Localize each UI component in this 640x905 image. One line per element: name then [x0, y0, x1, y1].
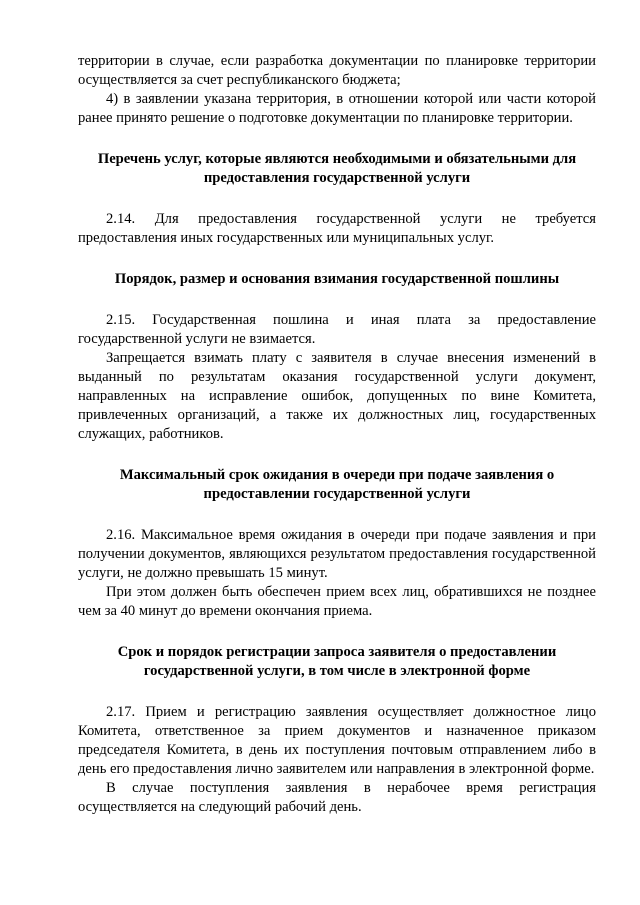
heading-state-duty: Порядок, размер и основания взимания государственной пошлины	[114, 271, 560, 287]
paragraph-fee-prohibition: Запрещается взимать плату с заявителя в случае внесения изменений в выданный по результатам оказания государственной услуги документ, направленных на исправление ошибок, допущенных по вине Комитета, привлеченных организаций, а также их должностных лиц, государственных служащих, работников.	[78, 350, 596, 442]
paragraph-territory-continuation: территории в случае, если разработка документации по планировке территории осуществляется за счет республиканского бюджета;	[78, 53, 596, 88]
paragraph-2-17: 2.17. Прием и регистрацию заявления осуществляет должностное лицо Комитета, ответственное за прием документов и назначенное приказом председателя Комитета, в день их поступления почтовым отправлением либо в день его предоставления лично заявителем или направления в электронной форме.	[78, 704, 596, 777]
document-page	[78, 52, 596, 817]
paragraph-reception-guarantee: При этом должен быть обеспечен прием всех лиц, обратившихся не позднее чем за 40 минут до времени окончания приема.	[78, 584, 596, 619]
paragraph-2-14: 2.14. Для предоставления государственной услуги не требуется предоставления иных государственных или муниципальных услуг.	[78, 211, 596, 246]
paragraph-item-4: 4) в заявлении указана территория, в отношении которой или части которой ранее принято решение о подготовке документации по планировке территории.	[78, 91, 596, 126]
paragraph-2-15: 2.15. Государственная пошлина и иная плата за предоставление государственной услуги не взимается.	[78, 312, 596, 347]
heading-queue-waiting-time: Максимальный срок ожидания в очереди при подаче заявления о предоставлении государственной услуги	[119, 467, 555, 502]
paragraph-2-16: 2.16. Максимальное время ожидания в очереди при подаче заявления и при получении документов, являющихся результатом предоставления государственной услуги, не должно превышать 15 минут.	[78, 527, 596, 581]
heading-request-registration: Срок и порядок регистрации запроса заявителя о предоставлении государственной услуги, в том числе в электронной форме	[117, 644, 557, 679]
paragraph-non-working-time: В случае поступления заявления в нерабочее время регистрация осуществляется на следующий рабочий день.	[78, 780, 596, 815]
heading-necessary-services: Перечень услуг, которые являются необходимыми и обязательными для предоставления государственной услуги	[97, 151, 577, 186]
